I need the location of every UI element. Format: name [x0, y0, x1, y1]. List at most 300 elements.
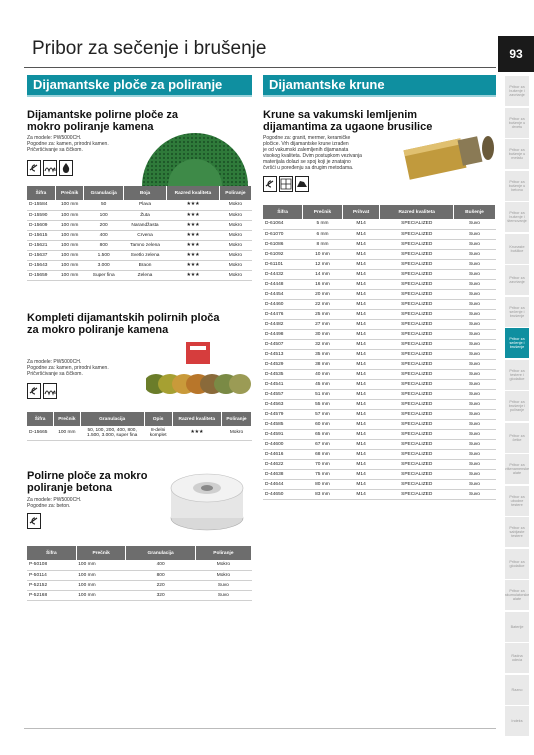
cell: Žuta: [123, 210, 166, 220]
cell: M14: [342, 239, 380, 249]
table-row: [263, 319, 496, 329]
cell: Suvo: [454, 399, 496, 409]
side-tab[interactable]: Pribor za sabljaste testere: [505, 517, 529, 547]
cell: D-61086: [263, 239, 303, 249]
cell: Suvo: [454, 469, 496, 479]
cell: M14: [342, 329, 380, 339]
table-row: [263, 229, 496, 239]
side-tab[interactable]: Pribor za testere i glodalice: [505, 360, 529, 390]
column-header: Opis: [144, 412, 172, 426]
cell: ★★★: [167, 220, 220, 230]
cell: M14: [342, 399, 380, 409]
table-row: [27, 260, 252, 270]
table-row: [263, 289, 496, 299]
desc-line: Za modele: PW5000CH.: [27, 135, 82, 141]
block3-table: [27, 546, 252, 601]
column-header: Prihvat: [342, 205, 380, 219]
side-tab[interactable]: Pribor za bušenje i štemovanje: [505, 202, 529, 232]
cell: Plava: [123, 200, 166, 210]
cell: D-44448: [263, 279, 303, 289]
cell: Suvo: [454, 289, 496, 299]
cell: D-15637: [27, 250, 55, 260]
title-divider: [24, 67, 496, 68]
table-row: [263, 369, 496, 379]
cell: Suvo: [454, 359, 496, 369]
section-bar-polishing-pads: [27, 75, 252, 95]
cell: Mokro: [195, 560, 251, 570]
cell: 3.000: [84, 260, 124, 270]
cell: D-15615: [27, 230, 55, 240]
cell: SPECIALIZED: [380, 379, 454, 389]
cell: SPECIALIZED: [380, 239, 454, 249]
table-row: [263, 489, 496, 499]
desc-line: Za modele: PW5000CH.: [27, 359, 82, 365]
side-tab[interactable]: Pribor za četke: [505, 423, 529, 453]
column-header: Šifra: [27, 546, 76, 560]
cell: Suvo: [454, 369, 496, 379]
cell: 5 mm: [303, 219, 343, 229]
side-tab[interactable]: Pribor za zavrtanje: [505, 265, 529, 295]
cell: M14: [342, 219, 380, 229]
cell: SPECIALIZED: [380, 329, 454, 339]
cell: Suvo: [454, 479, 496, 489]
cell: D-44529: [263, 359, 303, 369]
table-header-row: [263, 205, 496, 219]
cell: M14: [342, 359, 380, 369]
cell: D-44579: [263, 409, 303, 419]
side-tab[interactable]: Pribor za bušenje u betonu: [505, 171, 529, 201]
cell: 27 mm: [303, 319, 343, 329]
cell: M14: [342, 269, 380, 279]
cell: M14: [342, 229, 380, 239]
block4-table: [263, 205, 496, 500]
cell: M14: [342, 379, 380, 389]
heading-line: poliranje betona: [27, 482, 112, 494]
desc-line: Pogodne za: kamen, prirodni kamen.: [27, 365, 109, 371]
desc-line: Pogodne za: granit, mermer, keramičke: [263, 135, 351, 141]
table-row: [27, 220, 252, 230]
cell: M14: [342, 459, 380, 469]
cell: SPECIALIZED: [380, 319, 454, 329]
side-tab[interactable]: Baterije: [505, 612, 529, 642]
cell: SPECIALIZED: [380, 289, 454, 299]
table-row: [263, 249, 496, 259]
cell: SPECIALIZED: [380, 429, 454, 439]
block3-description: [27, 497, 127, 509]
cell: SPECIALIZED: [380, 309, 454, 319]
table-row: [263, 259, 496, 269]
cell: M14: [342, 349, 380, 359]
side-tab[interactable]: Pribor za bušenje u drvetu: [505, 108, 529, 138]
cell: 14 mm: [303, 269, 343, 279]
table-row: [27, 230, 252, 240]
cell: M14: [342, 259, 380, 269]
cell: P-50108: [27, 560, 76, 570]
table-header-row: [27, 546, 252, 560]
table-row: [27, 250, 252, 260]
velcro-icon: [43, 383, 57, 399]
cell: Mokro: [219, 220, 251, 230]
cell: 220: [126, 580, 195, 590]
cell: D-44507: [263, 339, 303, 349]
angle-grinder-icon: [27, 383, 41, 399]
cell: Suvo: [454, 299, 496, 309]
cell: D-44460: [263, 299, 303, 309]
water-drop-icon: [59, 160, 73, 176]
cell: Mokro: [221, 426, 251, 440]
cell: Suvo: [454, 329, 496, 339]
cell: 75 mm: [303, 469, 343, 479]
table-row: [263, 389, 496, 399]
cell: M14: [342, 299, 380, 309]
cell: 100 mm: [55, 230, 83, 240]
column-header: Granulacija: [126, 546, 195, 560]
cell: 800: [126, 570, 195, 580]
cell: Mokro: [219, 200, 251, 210]
cell: Suvo: [195, 580, 251, 590]
cell: 12 mm: [303, 259, 343, 269]
side-tab[interactable]: Pribor za glodalice: [505, 549, 529, 579]
table-row: [263, 409, 496, 419]
column-header: Bušenje: [454, 205, 496, 219]
cell: 100 mm: [55, 250, 83, 260]
cell: SPECIALIZED: [380, 419, 454, 429]
cell: D-15665: [27, 426, 54, 440]
cell: Suvo: [454, 259, 496, 269]
cell: 70 mm: [303, 459, 343, 469]
table-row: [263, 469, 496, 479]
stone-icon: [295, 176, 309, 192]
cell: D-44585: [263, 419, 303, 429]
cell: D-44432: [263, 269, 303, 279]
cell: D-44476: [263, 309, 303, 319]
cell: M14: [342, 339, 380, 349]
cell: 35 mm: [303, 349, 343, 359]
cell: 1.500: [84, 250, 124, 260]
table-row: [27, 210, 252, 220]
cell: M14: [342, 469, 380, 479]
column-header: Šifra: [27, 412, 54, 426]
side-tab[interactable]: Pribor za bušenje i zavrtanje: [505, 76, 529, 106]
cell: SPECIALIZED: [380, 269, 454, 279]
cell: 10 mm: [303, 249, 343, 259]
cell: 38 mm: [303, 359, 343, 369]
side-tab[interactable]: Pribor za višenamenske alate: [505, 454, 529, 484]
cell: SPECIALIZED: [380, 469, 454, 479]
side-tab[interactable]: Pribor za sečenje i brušenje: [505, 328, 529, 358]
side-tab[interactable]: Pribor za brušenje i poliranje: [505, 391, 529, 421]
column-header: Razred kvaliteta: [380, 205, 454, 219]
cell: 67 mm: [303, 439, 343, 449]
page-number: 93: [498, 36, 534, 72]
section-bar-core-bits: [263, 75, 496, 95]
cell: 320: [126, 590, 195, 600]
table-row: [263, 279, 496, 289]
column-header: Razred kvaliteta: [167, 186, 220, 200]
table-row: [263, 379, 496, 389]
cell: Mokro: [195, 570, 251, 580]
cell: D-61064: [263, 219, 303, 229]
cell: D-44454: [263, 289, 303, 299]
cell: Suvo: [454, 489, 496, 499]
cell: Zelena: [123, 270, 166, 280]
table-row: [27, 580, 252, 590]
cell: 100 mm: [76, 590, 126, 600]
table-row: [263, 299, 496, 309]
cell: D-15584: [27, 200, 55, 210]
cell: M14: [342, 449, 380, 459]
table-row: [263, 309, 496, 319]
cell: 400: [84, 230, 124, 240]
cell: 45 mm: [303, 379, 343, 389]
column-header: Poliranje: [219, 186, 251, 200]
cell: 25 mm: [303, 309, 343, 319]
cell: D-61101: [263, 259, 303, 269]
table-row: [263, 219, 496, 229]
cell: M14: [342, 429, 380, 439]
cell: Svetlo zelena: [123, 250, 166, 260]
cell: SPECIALIZED: [380, 459, 454, 469]
cell: D-15643: [27, 260, 55, 270]
cell: 55 mm: [303, 399, 343, 409]
cell: SPECIALIZED: [380, 219, 454, 229]
column-header: Granulacija: [80, 412, 144, 426]
cell: D-44644: [263, 479, 303, 489]
cell: 68 mm: [303, 449, 343, 459]
cell: 16 mm: [303, 279, 343, 289]
cell: SPECIALIZED: [380, 249, 454, 259]
table-row: [263, 359, 496, 369]
cell: SPECIALIZED: [380, 259, 454, 269]
cell: Mokro: [219, 250, 251, 260]
cell: D-15621: [27, 240, 55, 250]
cell: D-44616: [263, 449, 303, 459]
cell: 30 mm: [303, 329, 343, 339]
cell: 50: [84, 200, 124, 210]
desc-line: visokog kvaliteta. Dvim postupkom vezivanja: [263, 153, 362, 159]
cell: SPECIALIZED: [380, 479, 454, 489]
cell: ★★★: [167, 200, 220, 210]
table-header-row: [27, 412, 252, 426]
cell: 100 mm: [55, 200, 83, 210]
column-header: Prečnik: [76, 546, 126, 560]
angle-grinder-icon: [263, 176, 277, 192]
table-row: [27, 270, 252, 280]
cell: D-44638: [263, 469, 303, 479]
cell: 51 mm: [303, 389, 343, 399]
cell: ★★★: [167, 210, 220, 220]
core-bit-image: [400, 128, 496, 188]
cell: Mokro: [219, 230, 251, 240]
column-header: Prečnik: [54, 412, 81, 426]
cell: D-44541: [263, 379, 303, 389]
cell: M14: [342, 249, 380, 259]
cell: M14: [342, 319, 380, 329]
table-row: [263, 349, 496, 359]
cell: SPECIALIZED: [380, 299, 454, 309]
cell: P-50114: [27, 570, 76, 580]
block1-heading: [27, 109, 178, 133]
column-header: Šifra: [263, 205, 303, 219]
cell: D-44535: [263, 369, 303, 379]
cell: 83 mm: [303, 489, 343, 499]
cell: Crvena: [123, 230, 166, 240]
cell: M14: [342, 479, 380, 489]
heading-line: Dijamantske polirne ploče za: [27, 109, 178, 121]
column-header: Poliranje: [195, 546, 251, 560]
cell: M14: [342, 489, 380, 499]
cell: Suvo: [195, 590, 251, 600]
cell: M14: [342, 439, 380, 449]
cell: D-44600: [263, 439, 303, 449]
side-tab[interactable]: Pribor za bušenje u metalu: [505, 139, 529, 169]
cell: 60 mm: [303, 419, 343, 429]
tile-icon: [279, 176, 293, 192]
cell: 57 mm: [303, 409, 343, 419]
block3-heading: [27, 470, 147, 494]
cell: SPECIALIZED: [380, 229, 454, 239]
cell: Suvo: [454, 249, 496, 259]
cell: SPECIALIZED: [380, 489, 454, 499]
heading-line: za mokro poliranje kamena: [27, 324, 169, 336]
cell: Suvo: [454, 449, 496, 459]
heading-line: Kompleti dijamantskih polirnih ploča: [27, 312, 220, 324]
side-tab[interactable]: Pribor za sečenje i brušenje: [505, 297, 529, 327]
angle-grinder-icon: [27, 513, 41, 529]
page-bottom-rule: [24, 728, 496, 729]
column-header: Boja: [123, 186, 166, 200]
cell: SPECIALIZED: [380, 369, 454, 379]
cell: 80 mm: [303, 479, 343, 489]
cell: 65 mm: [303, 429, 343, 439]
desc-line: pločice. Vrh dijamantske krune izrađen: [263, 141, 349, 147]
cell: Mokro: [219, 210, 251, 220]
table-row: [263, 399, 496, 409]
cell: Suvo: [454, 379, 496, 389]
cell: 100 mm: [55, 210, 83, 220]
cell: 100 mm: [55, 260, 83, 270]
heading-line: Krune sa vakumski lemljenim: [263, 109, 418, 121]
table-row: [263, 439, 496, 449]
cell: SPECIALIZED: [380, 339, 454, 349]
cell: 400: [126, 560, 195, 570]
cell: SPECIALIZED: [380, 359, 454, 369]
table-row: [263, 459, 496, 469]
cell: 40 mm: [303, 369, 343, 379]
side-tab[interactable]: Razno: [505, 675, 529, 705]
table-row: [27, 560, 252, 570]
desc-line: Pogodne za: kamen, prirodni kamen.: [27, 141, 109, 147]
section-title: Dijamantske ploče za poliranje: [33, 77, 223, 92]
cell: M14: [342, 369, 380, 379]
cell: D-61092: [263, 249, 303, 259]
block1-description: [27, 135, 127, 153]
cell: Suvo: [454, 239, 496, 249]
table-row: [263, 449, 496, 459]
desc-line: Pričvršćivanje sa čičkom.: [27, 147, 83, 153]
cell: D-44591: [263, 429, 303, 439]
side-tab[interactable]: Pribor za akumulatorske alate: [505, 580, 529, 610]
column-header: Prečnik: [303, 205, 343, 219]
block4-description: [263, 135, 398, 171]
block2-heading: [27, 312, 220, 336]
cell: 100 mm: [76, 580, 126, 590]
table-row: [263, 429, 496, 439]
cell: Suvo: [454, 319, 496, 329]
cell: 100 mm: [76, 570, 126, 580]
side-tab[interactable]: Krunaste bušilice: [505, 234, 529, 264]
cell: 100 mm: [55, 270, 83, 280]
heading-line: Polirne ploče za mokro: [27, 470, 148, 482]
cell: 50, 100, 200, 400, 800, 1.500, 3.000, super fina: [80, 426, 144, 440]
cell: Super fina: [84, 270, 124, 280]
cell: D-44563: [263, 399, 303, 409]
cell: Suvo: [454, 339, 496, 349]
block2-table: [27, 412, 252, 441]
cell: Tamno zelena: [123, 240, 166, 250]
cell: 100 mm: [54, 426, 81, 440]
side-tab[interactable]: Indeks: [505, 706, 529, 736]
table-row: [263, 339, 496, 349]
cell: Suvo: [454, 349, 496, 359]
cell: D-44557: [263, 389, 303, 399]
cell: SPECIALIZED: [380, 409, 454, 419]
cell: D-15659: [27, 270, 55, 280]
column-header: Poliranje: [221, 412, 251, 426]
cell: 6 mm: [303, 229, 343, 239]
heading-line: dijamantima za ugaone brusilice: [263, 121, 433, 133]
cell: Suvo: [454, 229, 496, 239]
section-accent-line: [263, 95, 496, 97]
section-accent-line: [27, 95, 252, 97]
cell: D-15590: [27, 210, 55, 220]
cell: Braon: [123, 260, 166, 270]
cell: P-52168: [27, 590, 76, 600]
cell: ★★★: [167, 250, 220, 260]
cell: 8 mm: [303, 239, 343, 249]
desc-line: Pogodne za: beton.: [27, 503, 71, 509]
polishing-kit-image: [146, 342, 252, 400]
cell: SPECIALIZED: [380, 349, 454, 359]
cell: ★★★: [172, 426, 221, 440]
cell: SPECIALIZED: [380, 449, 454, 459]
cell: 100 mm: [76, 560, 126, 570]
cell: 800: [84, 240, 124, 250]
side-tab[interactable]: Radna odeća: [505, 643, 529, 673]
velcro-icon: [43, 160, 57, 176]
cell: Suvo: [454, 269, 496, 279]
desc-line: Za modele: PW5000CH.: [27, 497, 82, 503]
block4-table-body: [263, 219, 496, 499]
table-row: [263, 419, 496, 429]
side-tab[interactable]: Pribor za ubodne testere: [505, 486, 529, 516]
column-header: Razred kvaliteta: [172, 412, 221, 426]
cell: SPECIALIZED: [380, 279, 454, 289]
desc-line: Pričvršćivanje sa čičkom.: [27, 371, 83, 377]
cell: D-44513: [263, 349, 303, 359]
table-row: [27, 570, 252, 580]
cell: D-44498: [263, 329, 303, 339]
page-title: Pribor za sečenje i brušenje: [32, 38, 267, 59]
cell: Mokro: [219, 240, 251, 250]
cell: M14: [342, 289, 380, 299]
cell: SPECIALIZED: [380, 439, 454, 449]
cell: Suvo: [454, 419, 496, 429]
angle-grinder-icon: [27, 160, 41, 176]
cell: M14: [342, 409, 380, 419]
cell: D-61070: [263, 229, 303, 239]
table-row: [263, 269, 496, 279]
